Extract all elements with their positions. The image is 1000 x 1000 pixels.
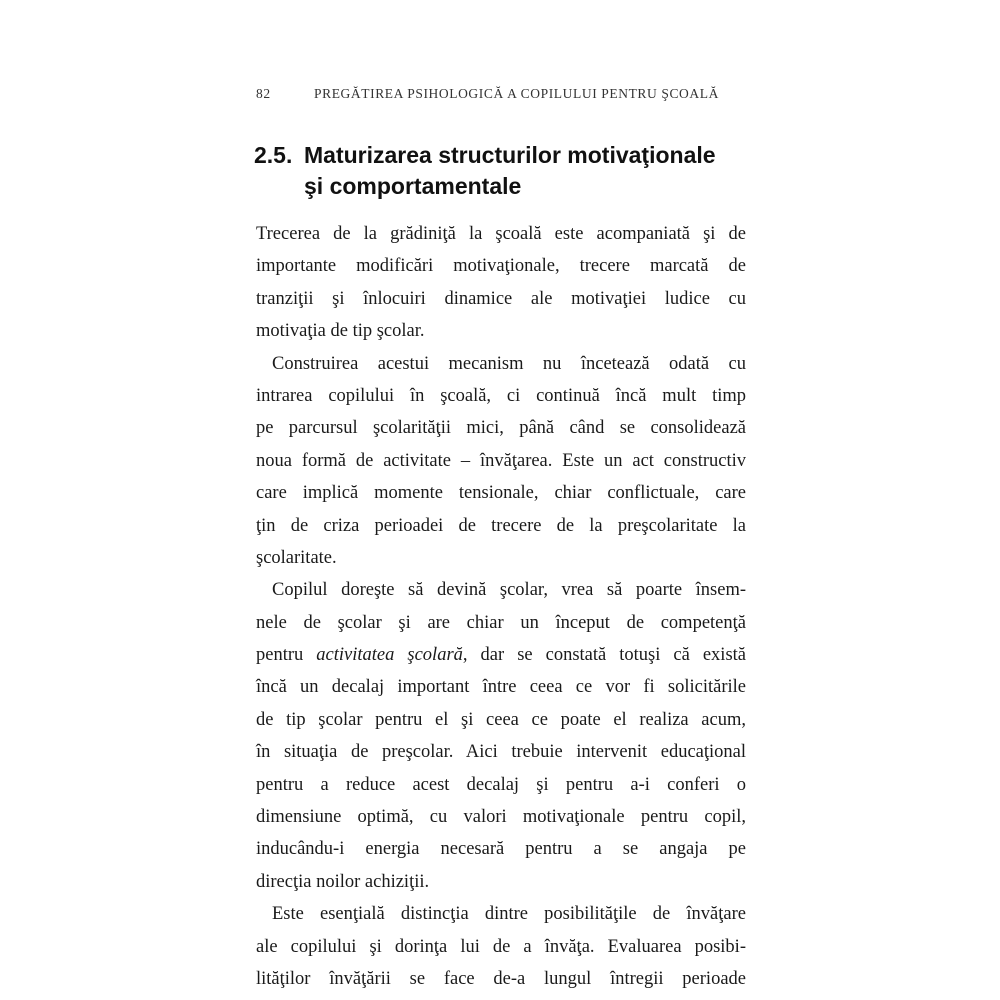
text-line: intrarea copilului în şcoală, ci continuă încă mult timp <box>256 385 746 406</box>
page-number: 82 <box>256 86 271 101</box>
running-head <box>256 86 746 102</box>
text-line: nele de şcolar şi are chiar un început de competenţă <box>256 612 746 633</box>
section-title-line-2: şi comportamentale <box>304 173 522 199</box>
text-line: în situaţia de preşcolar. Aici trebuie intervenit educaţional <box>256 742 746 763</box>
section-heading <box>254 140 754 202</box>
running-head-title: PREGĂTIREA PSIHOLOGICĂ A COPILULUI PENTRU ŞCOALĂ <box>314 86 719 101</box>
section-title-line-1: Maturizarea structurilor motivaţionale <box>304 142 716 168</box>
text-line: lităţilor învăţării se face de-a lungul întregii perioade <box>256 968 746 989</box>
text-line: ale copilului şi dorinţa lui de a învăţa. Evaluarea posibi- <box>256 936 746 957</box>
text-line: Copilul doreşte să devină şcolar, vrea să poarte însem- <box>272 580 746 601</box>
text-line: direcţia noilor achiziţii. <box>256 871 430 892</box>
text-line: dimensiune optimă, cu valori motivaţionale pentru copil, <box>256 807 746 828</box>
text-line: noua formă de activitate – învăţarea. Este un act constructiv <box>256 450 746 471</box>
text-line: Construirea acestui mecanism nu încetează odată cu <box>272 353 746 374</box>
text-line: pentru a reduce acest decalaj şi pentru a-i conferi o <box>256 774 746 795</box>
italic-term: activitatea şcolară <box>316 645 463 666</box>
text-line: tranziţii şi înlocuiri dinamice ale motivaţiei ludice cu <box>256 288 746 309</box>
body-text <box>256 218 746 995</box>
text-line: care implică momente tensionale, chiar conflictuale, care <box>256 483 746 504</box>
section-number: 2.5. <box>254 142 293 168</box>
text-line: şcolaritate. <box>256 547 337 568</box>
text-line: pe parcursul şcolarităţii mici, până când se consolidează <box>256 418 746 439</box>
text-line: ţin de criza perioadei de trecere de la preşcolaritate la <box>256 515 746 536</box>
text-line: de tip şcolar pentru el şi ceea ce poate el realiza acum, <box>256 709 746 730</box>
text-line: inducându-i energia necesară pentru a se angaja pe <box>256 839 746 860</box>
text-segment: pentru <box>256 645 317 666</box>
text-line: motivaţia de tip şcolar. <box>256 321 425 342</box>
text-line: importante modificări motivaţionale, trecere marcată de <box>256 256 746 277</box>
text-line: Este esenţială distincţia dintre posibilităţile de învăţare <box>272 904 746 925</box>
text-line: Trecerea de la grădiniţă la şcoală este acompaniată şi de <box>256 224 746 244</box>
text-line-with-italic <box>256 639 746 671</box>
text-line: încă un decalaj important între ceea ce vor fi solicitările <box>256 677 746 698</box>
text-segment: , dar se constată totuşi că există <box>462 645 746 666</box>
